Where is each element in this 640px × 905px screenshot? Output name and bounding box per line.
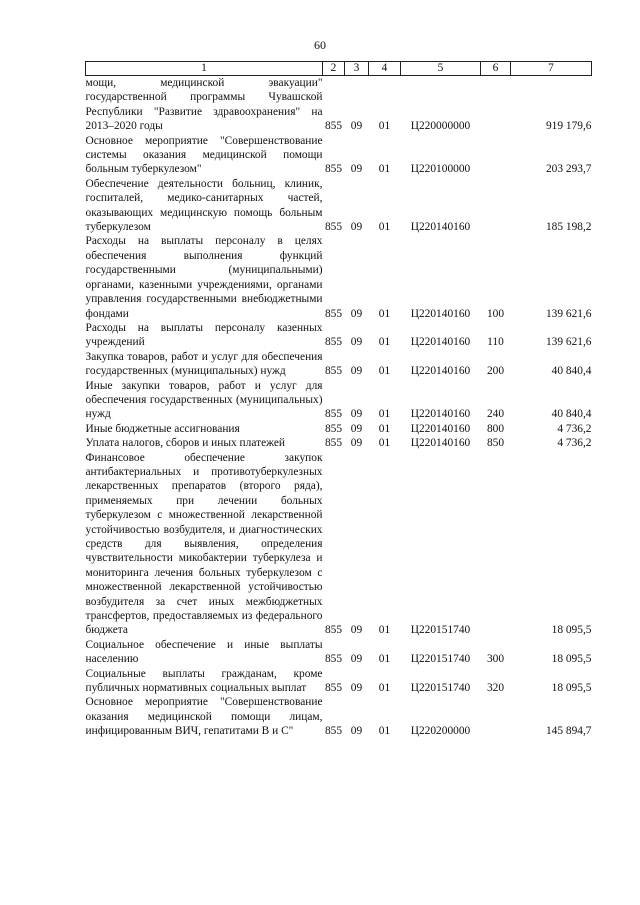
subsection-code-cell: 01 xyxy=(378,682,391,695)
amount-cell: 203 293,7 xyxy=(545,163,592,176)
section-code-cell: 09 xyxy=(350,120,363,133)
expenditure-name-cell: Социальное обеспечение и иные выплаты населению xyxy=(85,638,323,666)
section-code-cell: 09 xyxy=(350,437,363,450)
section-code-cell: 09 xyxy=(350,624,363,637)
subsection-code-cell: 01 xyxy=(378,624,391,637)
amount-cell: 185 198,2 xyxy=(545,221,592,234)
table-row xyxy=(86,321,592,350)
expenditure-name-cell: Иные бюджетные ассигнования xyxy=(85,422,240,435)
section-code-cell: 09 xyxy=(350,365,363,378)
subsection-code-cell: 01 xyxy=(378,163,391,176)
header-col-5: 5 xyxy=(401,62,481,76)
expenditure-name-cell: Уплата налогов, сборов и иных платежей xyxy=(85,437,285,450)
expenditure-name-cell: Финансовое обеспечение закупок антибактериальных и противотуберкулезных лекарственных препаратов (второго ряда), применяемых при лечении больных туберкулезом с множественной лекарственной устойчивостью возбудителя, и диагностических средств для выявления, определения чувствительности микобактерии туберкулеза и мониторинга лечения больных туберкулезом с множественной лекарственной устойчивостью возбудителя за счет иных межбюджетных трансфертов, предоставляемых из федерального бюджета xyxy=(85,451,323,637)
amount-cell: 139 621,6 xyxy=(545,336,592,349)
subsection-code-cell: 01 xyxy=(378,422,391,435)
expense-type-code-cell xyxy=(481,134,511,177)
expense-type-code-cell xyxy=(481,695,511,738)
header-col-6: 6 xyxy=(481,62,511,76)
subsection-code-cell: 01 xyxy=(378,307,391,320)
expenditure-name-cell: Расходы на выплаты персоналу в целях обеспечения выполнения функций государственными (муниципальными) органами, казенными учреждениями, органами управления государственными внебюджетными фондами xyxy=(85,235,323,320)
target-article-code-cell: Ц220140160 xyxy=(410,408,471,421)
amount-cell: 40 840,4 xyxy=(551,408,592,421)
table-row xyxy=(86,350,592,379)
expenditure-name-cell: Расходы на выплаты персоналу казенных учреждений xyxy=(85,321,323,349)
table-row xyxy=(86,379,592,422)
subsection-code-cell: 01 xyxy=(378,408,391,421)
section-code-cell: 09 xyxy=(350,653,363,666)
expenditure-name-cell: Иные закупки товаров, работ и услуг для обеспечения государственных (муниципальных) нужд xyxy=(85,379,323,421)
amount-cell: 40 840,4 xyxy=(551,365,592,378)
amount-cell: 18 095,5 xyxy=(551,653,592,666)
section-code-cell: 09 xyxy=(350,221,363,234)
ministry-code-cell: 855 xyxy=(324,682,343,695)
section-code-cell: 09 xyxy=(350,163,363,176)
expense-type-code-cell: 240 xyxy=(486,408,505,421)
table-row xyxy=(86,638,592,667)
subsection-code-cell: 01 xyxy=(378,221,391,234)
expenditure-name-cell: Обеспечение деятельности больниц, клиник, госпиталей, медико-санитарных частей, оказывающих медицинскую помощь больным туберкулезом xyxy=(85,177,323,234)
target-article-code-cell: Ц220140160 xyxy=(410,221,471,234)
expenditure-name-cell: Социальные выплаты гражданам, кроме публичных нормативных социальных выплат xyxy=(85,667,323,695)
amount-cell: 919 179,6 xyxy=(545,120,592,133)
section-code-cell: 09 xyxy=(350,408,363,421)
budget-table xyxy=(85,61,592,739)
subsection-code-cell: 01 xyxy=(378,725,391,738)
target-article-code-cell: Ц220140160 xyxy=(410,437,471,450)
amount-cell: 139 621,6 xyxy=(545,307,592,320)
table-row xyxy=(86,695,592,738)
expenditure-name-cell: Основное мероприятие "Совершенствование системы оказания медицинской помощи больным туберкулезом" xyxy=(85,134,323,176)
expense-type-code-cell: 200 xyxy=(486,365,505,378)
expense-type-code-cell: 850 xyxy=(486,437,505,450)
subsection-code-cell: 01 xyxy=(378,365,391,378)
ministry-code-cell: 855 xyxy=(324,120,343,133)
amount-cell: 145 894,7 xyxy=(545,725,592,738)
expense-type-code-cell: 110 xyxy=(487,336,504,349)
amount-cell: 4 736,2 xyxy=(557,422,592,435)
target-article-code-cell: Ц220140160 xyxy=(410,307,471,320)
subsection-code-cell: 01 xyxy=(378,336,391,349)
ministry-code-cell: 855 xyxy=(324,307,343,320)
section-code-cell: 09 xyxy=(350,307,363,320)
subsection-code-cell: 01 xyxy=(378,437,391,450)
expenditure-name-cell: Закупка товаров, работ и услуг для обеспечения государственных (муниципальных) нужд xyxy=(85,350,323,378)
target-article-code-cell: Ц220151740 xyxy=(410,682,471,695)
target-article-code-cell: Ц220140160 xyxy=(410,336,471,349)
expense-type-code-cell: 100 xyxy=(486,307,505,320)
expense-type-code-cell: 320 xyxy=(486,682,505,695)
target-article-code-cell: Ц220140160 xyxy=(410,365,471,378)
expense-type-code-cell xyxy=(481,177,511,235)
ministry-code-cell: 855 xyxy=(324,221,343,234)
table-header-row xyxy=(86,62,592,76)
expenditure-name-cell: мощи, медицинской эвакуации" государственной программы Чувашской Республики "Развитие здравоохранения" на 2013–2020 годы xyxy=(85,77,323,133)
amount-cell: 4 736,2 xyxy=(557,437,592,450)
ministry-code-cell: 855 xyxy=(324,437,343,450)
ministry-code-cell: 855 xyxy=(324,624,343,637)
table-row xyxy=(86,451,592,638)
table-row xyxy=(86,177,592,235)
subsection-code-cell: 01 xyxy=(378,120,391,133)
expense-type-code-cell: 800 xyxy=(486,422,505,435)
ministry-code-cell: 855 xyxy=(324,336,343,349)
expenditure-name-cell: Основное мероприятие "Совершенствование оказания медицинской помощи лицам, инфицированным ВИЧ, гепатитами В и С" xyxy=(85,696,323,738)
table-row xyxy=(86,134,592,177)
target-article-code-cell: Ц220000000 xyxy=(410,120,471,133)
ministry-code-cell: 855 xyxy=(324,365,343,378)
amount-cell: 18 095,5 xyxy=(551,624,592,637)
expense-type-code-cell xyxy=(481,451,511,638)
header-col-4: 4 xyxy=(369,62,401,76)
table-row xyxy=(86,436,592,450)
section-code-cell: 09 xyxy=(350,422,363,435)
expense-type-code-cell xyxy=(481,76,511,134)
header-col-7: 7 xyxy=(511,62,592,76)
ministry-code-cell: 855 xyxy=(324,408,343,421)
ministry-code-cell: 855 xyxy=(324,422,343,435)
target-article-code-cell: Ц220140160 xyxy=(410,422,471,435)
table-row xyxy=(86,422,592,436)
header-col-2: 2 xyxy=(323,62,345,76)
header-col-1: 1 xyxy=(86,62,323,76)
table-row xyxy=(86,76,592,134)
subsection-code-cell: 01 xyxy=(378,653,391,666)
target-article-code-cell: Ц220100000 xyxy=(410,163,471,176)
page-number: 60 xyxy=(314,38,326,52)
section-code-cell: 09 xyxy=(350,725,363,738)
table-row xyxy=(86,667,592,696)
amount-cell: 18 095,5 xyxy=(551,682,592,695)
expense-type-code-cell: 300 xyxy=(486,653,505,666)
table-row xyxy=(86,234,592,320)
target-article-code-cell: Ц220151740 xyxy=(410,653,471,666)
ministry-code-cell: 855 xyxy=(324,163,343,176)
target-article-code-cell: Ц220151740 xyxy=(410,624,471,637)
target-article-code-cell: Ц220200000 xyxy=(410,725,471,738)
section-code-cell: 09 xyxy=(350,336,363,349)
ministry-code-cell: 855 xyxy=(324,725,343,738)
ministry-code-cell: 855 xyxy=(324,653,343,666)
section-code-cell: 09 xyxy=(350,682,363,695)
header-col-3: 3 xyxy=(345,62,369,76)
